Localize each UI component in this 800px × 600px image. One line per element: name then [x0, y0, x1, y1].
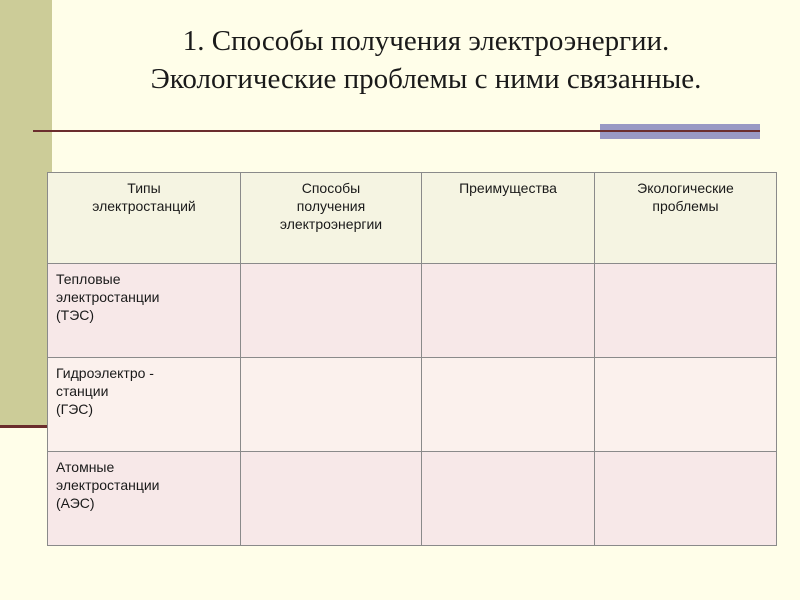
- row-label-tes: Тепловые электростанции (ТЭС): [48, 264, 241, 358]
- table-row: [48, 452, 777, 546]
- table-cell: [422, 358, 595, 452]
- power-plants-table: [47, 172, 777, 546]
- decorative-side-line: [0, 425, 52, 428]
- header-ecological-problems: Экологические проблемы: [595, 173, 777, 264]
- row-label-aes: Атомные электростанции (АЭС): [48, 452, 241, 546]
- table-cell: [422, 264, 595, 358]
- slide-title: [52, 22, 800, 98]
- table-cell: [595, 452, 777, 546]
- table-row: [48, 264, 777, 358]
- table-cell: [241, 264, 422, 358]
- header-advantages: Преимущества: [422, 173, 595, 264]
- header-generation-methods: Способы получения электроэнергии: [241, 173, 422, 264]
- title-divider-accent: [600, 124, 760, 139]
- table-cell: [241, 358, 422, 452]
- slide-title-line-2: Экологические проблемы с ними связанные.: [150, 63, 702, 95]
- table-cell: [241, 452, 422, 546]
- table-row: [48, 358, 777, 452]
- table-cell: [595, 358, 777, 452]
- table-cell: [595, 264, 777, 358]
- decorative-side-bar: [0, 0, 52, 425]
- table-header-row: [48, 173, 777, 264]
- row-label-ges: Гидроэлектро - станции (ГЭС): [48, 358, 241, 452]
- header-plant-types: Типы электростанций: [48, 173, 241, 264]
- table-cell: [422, 452, 595, 546]
- slide-title-line-1: 1. Способы получения электроэнергии.: [182, 25, 670, 57]
